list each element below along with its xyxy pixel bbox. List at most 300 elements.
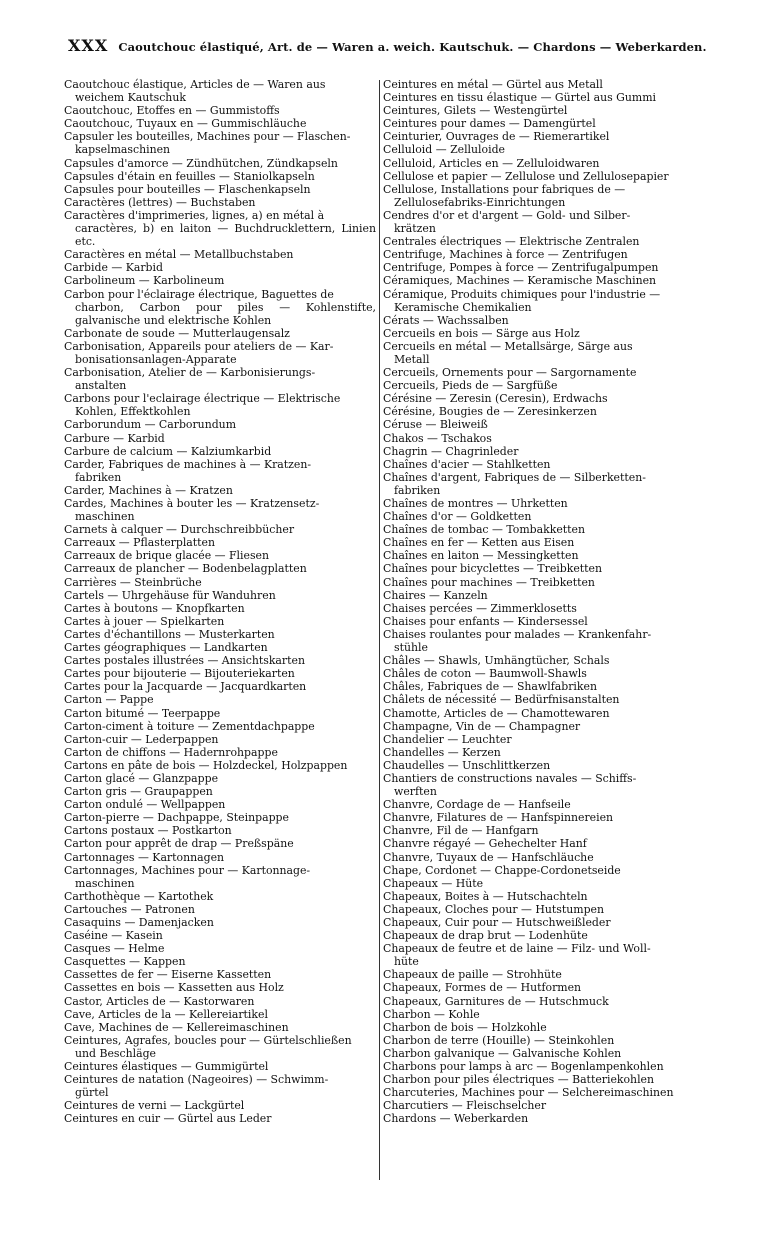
entry-text: Cercueils en bois — Särge aus Holz [383, 326, 580, 340]
index-entry [64, 130, 376, 156]
entry-text: Champagne, Vin de — Champagner [383, 719, 581, 733]
index-entry [64, 707, 376, 720]
index-entry [64, 667, 376, 680]
index-entry [383, 1099, 695, 1112]
entry-text: Cartes à boutons — Knopfkarten [64, 601, 245, 615]
entry-text: Cartons postaux — Postkarton [64, 824, 232, 838]
entry-text: Carton glacé — Glanzpappe [64, 771, 219, 785]
index-entry [383, 942, 695, 968]
entry-text: Casques — Helme [64, 942, 165, 956]
entry-text: Cassettes en bois — Kassetten aus Holz [64, 981, 284, 995]
entry-text: Châles, Fabriques de — Shawlfabriken [383, 680, 597, 694]
index-entry [383, 602, 695, 615]
entry-text: Chaires — Kanzeln [383, 588, 488, 602]
index-entry [64, 432, 376, 445]
entry-text: Chapeaux de paille — Strohhüte [383, 968, 562, 982]
entry-continuation: krätzen [394, 222, 436, 236]
index-entry [383, 707, 695, 720]
entry-text: Chaises pour enfants — Kindersessel [383, 614, 588, 628]
entry-text: Cartels — Uhrgehäuse für Wanduhren [64, 588, 276, 602]
index-entry [383, 327, 695, 340]
index-entry [383, 91, 695, 104]
entry-text: Carbide — Karbid [64, 261, 163, 275]
entry-text: Chanvre, Tuyaux de — Hanfschläuche [383, 850, 594, 864]
index-entry [383, 995, 695, 1008]
index-entry [383, 117, 695, 130]
index-entry [383, 968, 695, 981]
entry-text: Caractères (lettres) — Buchstaben [64, 195, 256, 209]
entry-text: Chapeaux de drap brut — Lodenhüte [383, 929, 588, 943]
entry-text: Chaînes en fer — Ketten aus Eisen [383, 536, 575, 550]
entry-continuation: fabriken [394, 483, 441, 497]
index-entry [64, 562, 376, 575]
index-entry [383, 824, 695, 837]
entry-text: Cartes d'échantillons — Musterkarten [64, 627, 275, 641]
entry-text: Cercueils en métal — Metallsärge, Särge aus [383, 339, 633, 353]
entry-continuation: anstalten [75, 379, 127, 393]
index-entry [383, 837, 695, 850]
entry-text: Ceintures de verni — Lackgürtel [64, 1099, 245, 1113]
entry-text: Caractères d'imprimeries, lignes, a) en métal à [64, 208, 325, 222]
entry-text: Chapeaux, Boites à — Hutschachteln [383, 889, 588, 903]
entry-text: Céramique, Produits chimiques pour l'industrie — [383, 287, 661, 301]
entry-text: Chaînes de tombac — Tombakketten [383, 523, 585, 537]
entry-text: Capsules pour bouteilles — Flaschenkapseln [64, 182, 311, 196]
index-entry [383, 340, 695, 366]
entry-text: Capsules d'étain en feuilles — Staniolkapseln [64, 169, 315, 183]
index-entry [383, 680, 695, 693]
entry-text: Chagrin — Chagrinleder [383, 444, 519, 458]
index-entry [64, 824, 376, 837]
entry-continuation: charbon, Carbon pour piles — Kohlenstifte, galvanische und elektrische Kohlen [75, 300, 376, 327]
entry-text: Cellulose et papier — Zellulose und Zellulosepapier [383, 169, 669, 183]
entry-text: Celluloid — Zelluloide [383, 143, 505, 157]
entry-continuation: maschinen [75, 876, 135, 890]
index-entry [64, 484, 376, 497]
entry-text: Carton — Pappe [64, 693, 154, 707]
entry-text: Chaînes pour bicyclettes — Treibketten [383, 562, 603, 576]
index-entry [383, 916, 695, 929]
index-entry [383, 615, 695, 628]
entry-text: Chandelier — Leuchter [383, 732, 512, 746]
index-entry [383, 523, 695, 536]
running-title: Caoutchouc élastiqué, Art. de — Waren a. weich. Kautschuk. — Chardons — Weberkarden. [118, 40, 707, 54]
entry-text: Charbon de bois — Holzkohle [383, 1020, 547, 1034]
entry-text: Caoutchouc élastique, Articles de — Waren aus [64, 78, 326, 91]
entry-text: Charcuteries, Machines pour — Selchereimaschinen [383, 1086, 674, 1100]
index-entry [383, 130, 695, 143]
index-entry [64, 680, 376, 693]
index-entry [383, 497, 695, 510]
entry-text: Chaudelles — Unschlittkerzen [383, 758, 551, 772]
entry-text: Capsuler les bouteilles, Machines pour — Flaschen- [64, 130, 351, 144]
entry-text: Carbonate de soude — Mutterlaugensalz [64, 326, 290, 340]
page-header [68, 36, 708, 58]
entry-text: Chanvre régayé — Gehechelter Hanf [383, 837, 587, 851]
index-entry [383, 510, 695, 523]
index-entry [64, 720, 376, 733]
index-entry [64, 1034, 376, 1060]
entry-continuation: gürtel [75, 1086, 109, 1100]
index-entry [383, 274, 695, 287]
index-entry [64, 523, 376, 536]
left-column [64, 78, 376, 1126]
index-entry [64, 549, 376, 562]
entry-text: Centrifuge, Machines à force — Zentrifugen [383, 248, 628, 262]
index-entry [383, 248, 695, 261]
index-entry [383, 720, 695, 733]
index-entry [64, 981, 376, 994]
index-entry [64, 615, 376, 628]
index-entry [64, 78, 376, 104]
index-entry [64, 746, 376, 759]
entry-text: Carbon pour l'éclairage électrique, Baguettes de [64, 287, 334, 301]
entry-text: Chapeaux, Formes de — Hutformen [383, 981, 582, 995]
index-entry [383, 209, 695, 235]
index-entry [383, 981, 695, 994]
index-entry [64, 772, 376, 785]
index-entry [383, 759, 695, 772]
entry-text: Chaînes d'acier — Stahlketten [383, 457, 551, 471]
index-entry [383, 392, 695, 405]
entry-text: Carton bitumé — Teerpappe [64, 706, 221, 720]
index-entry [383, 877, 695, 890]
entry-text: Caoutchouc, Tuyaux en — Gummischläuche [64, 117, 307, 131]
entry-text: Céramiques, Machines — Keramische Maschinen [383, 274, 657, 288]
index-entry [64, 196, 376, 209]
index-entry [383, 314, 695, 327]
entry-text: Centrifuge, Pompes à force — Zentrifugalpumpen [383, 261, 659, 275]
entry-continuation: und Beschläge [75, 1046, 157, 1060]
index-entry [64, 602, 376, 615]
index-entry [383, 458, 695, 471]
entry-text: Casaquins — Damenjacken [64, 916, 214, 929]
entry-text: Cérats — Wachssalben [383, 313, 509, 327]
index-entry [383, 1008, 695, 1021]
entry-text: Carnets à calquer — Durchschreibbücher [64, 523, 295, 537]
column-divider [379, 80, 380, 1180]
index-entry [64, 1008, 376, 1021]
entry-text: Castor, Articles de — Kastorwaren [64, 994, 255, 1008]
entry-text: Cave, Machines de — Kellereimaschinen [64, 1020, 289, 1034]
entry-continuation: weichem Kautschuk [75, 91, 186, 105]
entry-text: Châles de coton — Baumwoll-Shawls [383, 667, 587, 681]
index-entry [64, 811, 376, 824]
index-entry [64, 104, 376, 117]
index-entry [64, 170, 376, 183]
entry-text: Carbure de calcium — Kalziumkarbid [64, 444, 272, 458]
entry-text: Cendres d'or et d'argent — Gold- und Silber- [383, 208, 631, 222]
index-entry [383, 890, 695, 903]
index-entry [64, 1060, 376, 1073]
entry-continuation: Zellulosefabriks-Einrichtungen [394, 195, 566, 209]
entry-text: Charbon galvanique — Galvanische Kohlen [383, 1046, 622, 1060]
index-entry [64, 261, 376, 274]
entry-text: Carton-cuir — Lederpappen [64, 732, 219, 746]
entry-text: Celluloid, Articles en — Zelluloidwaren [383, 156, 600, 170]
entry-text: Cartouches — Patronen [64, 902, 195, 916]
index-entry [383, 471, 695, 497]
index-entry [64, 1099, 376, 1112]
entry-text: Ceintures, Agrafes, boucles pour — Gürtelschließen [64, 1033, 352, 1047]
entry-text: Ceintures élastiques — Gummigürtel [64, 1060, 269, 1074]
entry-text: Cartes pour bijouterie — Bijouteriekarten [64, 667, 295, 681]
index-entry [64, 693, 376, 706]
entry-continuation: caractères, b) en laiton — Buchdrucklettern, Linien etc. [75, 222, 376, 249]
entry-text: Chapeaux, Cuir pour — Hutschweißleder [383, 916, 611, 929]
index-entry [64, 497, 376, 523]
entry-text: Cartons en pâte de bois — Holzdeckel, Holzpappen [64, 758, 348, 772]
entry-text: Chaises roulantes pour malades — Krankenfahr- [383, 627, 652, 641]
entry-text: Charbon pour piles électriques — Batteriekohlen [383, 1073, 655, 1087]
index-entry [64, 183, 376, 196]
index-entry [383, 693, 695, 706]
entry-text: Capsules d'amorce — Zündhütchen, Zündkapseln [64, 156, 338, 170]
entry-text: Cellulose, Installations pour fabriques de — [383, 182, 626, 196]
index-entry [383, 549, 695, 562]
entry-text: Cercueils, Pieds de — Sargfüße [383, 379, 558, 393]
index-entry [64, 798, 376, 811]
entry-text: Chandelles — Kerzen [383, 745, 501, 759]
entry-text: Cercueils, Ornements pour — Sargornamente [383, 366, 637, 380]
entry-text: Carton pour apprêt de drap — Preßspäne [64, 837, 294, 851]
index-entry [383, 1112, 695, 1125]
entry-text: Cartes postales illustrées — Ansichtskarten [64, 654, 305, 668]
index-entry [64, 851, 376, 864]
index-entry [383, 654, 695, 667]
entry-text: Cartonnages, Machines pour — Kartonnage- [64, 863, 311, 877]
entry-text: Carbolineum — Karbolineum [64, 274, 225, 288]
index-entry [383, 667, 695, 680]
right-column [383, 78, 695, 1126]
index-entry [64, 1112, 376, 1125]
index-entry [383, 288, 695, 314]
entry-text: Chakos — Tschakos [383, 431, 492, 445]
index-entry [64, 418, 376, 431]
entry-continuation: werften [394, 785, 437, 799]
entry-text: Carder, Fabriques de machines à — Kratzen- [64, 457, 312, 471]
entry-text: Caséine — Kasein [64, 929, 163, 943]
entry-text: Ceintures en tissu élastique — Gürtel aus Gummi [383, 91, 657, 105]
entry-text: Charbon de terre (Houille) — Steinkohlen [383, 1033, 615, 1047]
entry-text: Carreaux — Pflasterplatten [64, 536, 216, 550]
entry-text: Chapeaux, Cloches pour — Hutstumpen [383, 902, 604, 916]
entry-text: Cardes, Machines à bouter les — Kratzensetz- [64, 497, 320, 510]
index-entry [64, 157, 376, 170]
index-entry [64, 995, 376, 1008]
index-entry [383, 1047, 695, 1060]
entry-continuation: hüte [394, 955, 419, 969]
entry-continuation: maschinen [75, 510, 135, 524]
index-entry [64, 955, 376, 968]
entry-text: Cartonnages — Kartonnagen [64, 850, 225, 864]
entry-text: Carrières — Steinbrüche [64, 575, 202, 589]
index-entry [64, 916, 376, 929]
index-entry [383, 1073, 695, 1086]
page-number: XXX [68, 36, 109, 55]
index-entry [64, 929, 376, 942]
index-entry [383, 366, 695, 379]
index-entry [383, 1086, 695, 1099]
index-entry [383, 562, 695, 575]
index-entry [64, 864, 376, 890]
entry-text: Chaînes d'or — Goldketten [383, 510, 532, 524]
entry-text: Carbonisation, Appareils pour ateliers de — Kar- [64, 339, 334, 353]
entry-text: Charcutiers — Fleischselcher [383, 1099, 547, 1113]
entry-continuation: Metall [394, 352, 430, 366]
index-entry [383, 864, 695, 877]
index-entry [64, 458, 376, 484]
entry-text: Ceintures pour dames — Damengürtel [383, 117, 596, 131]
index-entry [64, 366, 376, 392]
index-entry [64, 288, 376, 327]
entry-text: Ceinturier, Ouvrages de — Riemerartikel [383, 130, 610, 144]
entry-text: Carton gris — Graupappen [64, 785, 213, 799]
entry-text: Charbons pour lamps à arc — Bogenlampenkohlen [383, 1060, 664, 1074]
entry-text: Céruse — Bleiweiß [383, 418, 488, 432]
entry-text: Chamotte, Articles de — Chamottewaren [383, 706, 610, 720]
entry-text: Chardons — Weberkarden [383, 1112, 529, 1126]
index-entry [383, 104, 695, 117]
index-entry [64, 248, 376, 261]
entry-text: Carbure — Karbid [64, 431, 165, 445]
index-entry [383, 445, 695, 458]
entry-text: Cassettes de fer — Eiserne Kassetten [64, 968, 272, 982]
index-entry [383, 1034, 695, 1047]
index-entry [383, 811, 695, 824]
entry-text: Châles — Shawls, Umhängtücher, Schals [383, 654, 610, 668]
entry-text: Cartes géographiques — Landkarten [64, 641, 268, 655]
index-entry [64, 759, 376, 772]
index-entry [64, 392, 376, 418]
entry-text: Carreaux de plancher — Bodenbelagplatten [64, 562, 307, 576]
index-entry [383, 798, 695, 811]
entry-text: Carreaux de brique glacée — Fliesen [64, 549, 269, 563]
index-entry [383, 536, 695, 549]
index-entry [64, 968, 376, 981]
entry-text: Carton-ciment à toiture — Zementdachpappe [64, 719, 315, 733]
entry-text: Caractères en métal — Metallbuchstaben [64, 248, 294, 262]
index-entry [64, 641, 376, 654]
entry-text: Carton de chiffons — Hadernrohpappe [64, 745, 278, 759]
index-entry [383, 576, 695, 589]
entry-text: Chape, Cordonet — Chappe-Cordonetseide [383, 863, 621, 877]
index-entry [383, 772, 695, 798]
entry-text: Chanvre, Cordage de — Hanfseile [383, 798, 571, 812]
entry-text: Ceintures, Gilets — Westengürtel [383, 104, 568, 118]
index-entry [383, 589, 695, 602]
entry-text: Chapeaux, Garnitures de — Hutschmuck [383, 994, 609, 1008]
entry-text: Châlets de nécessité — Bedürfnisanstalten [383, 693, 620, 707]
index-entry [383, 405, 695, 418]
index-entry [383, 1021, 695, 1034]
entry-text: Carton-pierre — Dachpappe, Steinpappe [64, 811, 289, 825]
index-entry [64, 576, 376, 589]
index-entry [64, 589, 376, 602]
entry-continuation: kapselmaschinen [75, 143, 171, 157]
entry-text: Cartes pour la Jacquarde — Jacquardkarten [64, 680, 307, 694]
entry-text: Caoutchouc, Etoffes en — Gummistoffs [64, 104, 280, 118]
entry-text: Chanvre, Fil de — Hanfgarn [383, 824, 539, 838]
entry-text: Chaînes en laiton — Messingketten [383, 549, 579, 563]
index-entry [383, 235, 695, 248]
index-entry [383, 851, 695, 864]
index-entry [383, 418, 695, 431]
index-entry [383, 157, 695, 170]
index-entry [64, 628, 376, 641]
index-entry [64, 733, 376, 746]
index-entry [64, 1021, 376, 1034]
index-entry [64, 536, 376, 549]
entry-text: Chanvre, Filatures de — Hanfspinnereien [383, 811, 614, 825]
entry-text: Cartes à jouer — Spielkarten [64, 614, 225, 628]
index-entry [64, 274, 376, 287]
entry-text: Ceintures en cuir — Gürtel aus Leder [64, 1112, 272, 1126]
index-entry [64, 785, 376, 798]
index-entry [383, 170, 695, 183]
index-entry [383, 432, 695, 445]
entry-text: Ceintures en métal — Gürtel aus Metall [383, 78, 603, 91]
entry-text: Chapeaux — Hüte [383, 876, 484, 890]
index-entry [64, 942, 376, 955]
index-entry [64, 327, 376, 340]
entry-text: Carder, Machines à — Kratzen [64, 483, 233, 497]
index-entry [383, 929, 695, 942]
entry-text: Ceintures de natation (Nageoires) — Schwimm- [64, 1073, 329, 1087]
index-entry [64, 445, 376, 458]
index-entry [64, 903, 376, 916]
entry-text: Chaises percées — Zimmerklosetts [383, 601, 577, 615]
entry-text: Chaînes de montres — Uhrketten [383, 497, 568, 510]
entry-text: Carton ondulé — Wellpappen [64, 798, 226, 812]
entry-continuation: stühle [394, 641, 428, 655]
index-entry [383, 143, 695, 156]
index-entry [383, 261, 695, 274]
index-entry [64, 209, 376, 248]
entry-text: Cérésine, Bougies de — Zeresinkerzen [383, 405, 597, 419]
index-entry [64, 890, 376, 903]
entry-continuation: bonisationsanlagen-Apparate [75, 352, 237, 366]
entry-text: Chantiers de constructions navales — Schiffs- [383, 771, 637, 785]
entry-text: Cave, Articles de la — Kellereiartikel [64, 1007, 268, 1021]
index-entry [383, 733, 695, 746]
index-entry [383, 628, 695, 654]
entry-text: Chaînes pour machines — Treibketten [383, 575, 595, 589]
entry-text: Carthothèque — Kartothek [64, 889, 214, 903]
index-entry [383, 379, 695, 392]
entry-text: Carbons pour l'eclairage électrique — Elektrische [64, 392, 341, 406]
index-entry [64, 340, 376, 366]
index-entry [383, 183, 695, 209]
index-entry [64, 117, 376, 130]
entry-text: Carbonisation, Atelier de — Karbonisierungs- [64, 366, 316, 380]
entry-text: Chapeaux de feutre et de laine — Filz- und Woll- [383, 942, 651, 956]
entry-text: Centrales électriques — Elektrische Zentralen [383, 235, 640, 249]
entry-text: Chaînes d'argent, Fabriques de — Silberketten- [383, 470, 646, 484]
index-entry [64, 837, 376, 850]
index-entry [383, 1060, 695, 1073]
entry-text: Charbon — Kohle [383, 1007, 480, 1021]
index-entry [383, 746, 695, 759]
index-entry [64, 1073, 376, 1099]
entry-text: Casquettes — Kappen [64, 955, 186, 969]
entry-text: Cérésine — Zeresin (Ceresin), Erdwachs [383, 392, 608, 406]
entry-continuation: fabriken [75, 470, 122, 484]
index-entry [383, 78, 695, 91]
entry-continuation: Kohlen, Effektkohlen [75, 405, 191, 419]
index-entry [64, 654, 376, 667]
index-entry [383, 903, 695, 916]
